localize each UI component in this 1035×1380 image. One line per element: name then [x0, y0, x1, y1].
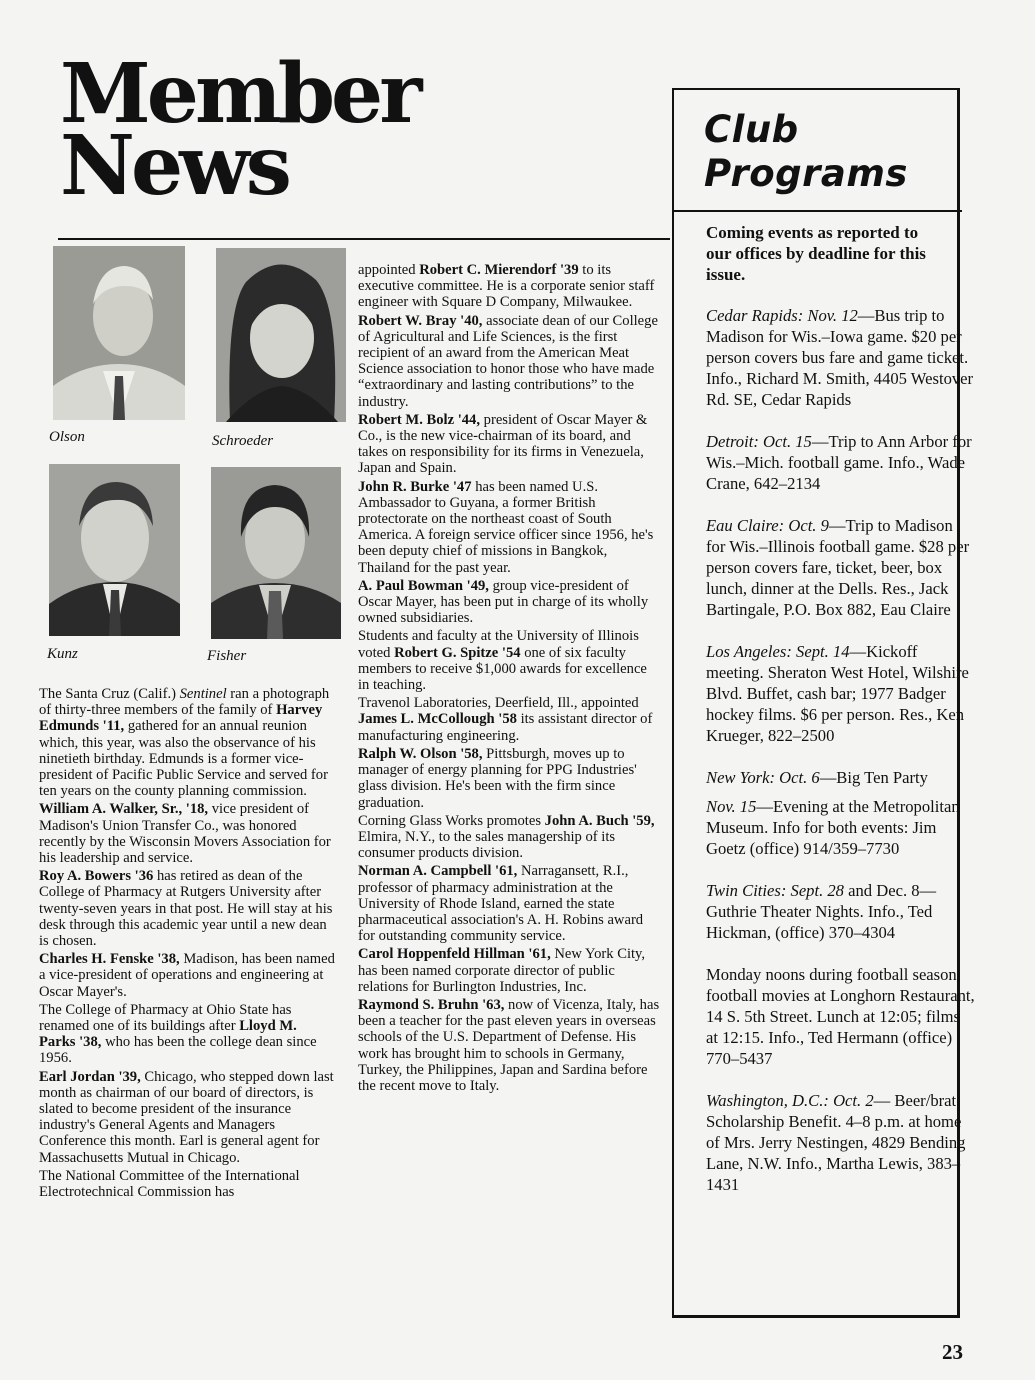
club-programs-box	[672, 88, 975, 1318]
page-title	[60, 46, 419, 214]
club-programs-divider	[674, 210, 962, 212]
photo-caption-fisher: Fisher	[207, 648, 247, 664]
title-line-2: News	[60, 118, 288, 214]
news-item-bowman: A. Paul Bowman '49, group vice-president of Oscar Mayer, has been put in charge of its wholly owned subsidiaries.	[358, 577, 649, 627]
program-washington: Washington, D.C.: Oct. 2— Beer/brat Scholarship Benefit. 4–8 p.m. at home of Mrs. Jerry Nestingen, 4829 Bending Lane, N.W. Info., Martha Lewis, 383–1431	[706, 1091, 966, 1194]
program-twin-cities: Twin Cities: Sept. 28 and Dec. 8— Guthrie Theater Nights. Info., Ted Hickman, (office) 370–4304	[706, 881, 937, 942]
news-item-jordan: Earl Jordan '39, Chicago, who stepped down last month as chairman of our board of directors, is slated to become president of the insurance industry's General Agents and Managers Conference this month. Earl is general agent for Massachusetts Mutual in Chicago.	[39, 1068, 334, 1166]
photo-olson	[53, 246, 185, 420]
news-item-mccollough: Travenol Laboratories, Deerfield, Ill., appointed James L. McCollough '58 its assistant director of manufacturing engineering.	[358, 695, 653, 744]
left-column	[39, 686, 335, 1202]
page-number: 23	[942, 1340, 963, 1364]
program-cedar-rapids: Cedar Rapids: Nov. 12—Bus trip to Madison for Wis.–Iowa game. $20 per person covers bus fare and game ticket. Info., Richard M. Smith, 4405 Westover Rd. SE, Cedar Rapids	[706, 306, 974, 409]
news-item-burke: John R. Burke '47 has been named U.S. Ambassador to Guyana, a former British protectorate on the northeast coast of South America. A foreign service officer since 1956, he's been deputy chief of missions in Bangkok, Thailand for the past year.	[358, 478, 654, 576]
middle-column	[358, 262, 660, 1096]
program-detroit: Detroit: Oct. 15—Trip to Ann Arbor for Wis.–Mich. football game. Info., Wade Crane, 642–2134	[706, 432, 972, 493]
news-item-buch: Corning Glass Works promotes John A. Buch '59, Elmira, N.Y., to the sales managership of its consumer products division.	[358, 812, 655, 862]
news-item-bray: Robert W. Bray '40, associate dean of our College of Agricultural and Life Sciences, is the first recipient of an award from the American Meat Science association to honor those who have made “extraordinary and lasting contributions” to the industry.	[358, 312, 658, 410]
news-item-walker: William A. Walker, Sr., '18, vice president of Madison's Union Transfer Co., was honored recently by the Wisconsin Movers Association for his leadership and service.	[39, 801, 331, 867]
program-new-york-museum: Nov. 15—Evening at the Metropolitan Museum. Info for both events: Jim Goetz (office) 914/359–7730	[706, 797, 960, 858]
title-divider	[58, 238, 670, 240]
photo-fisher	[211, 467, 341, 639]
photo-caption-kunz: Kunz	[47, 646, 78, 662]
news-item-bruhn: Raymond S. Bruhn '63, now of Vicenza, Italy, has been a teacher for the past eleven years in overseas schools of the U.S. Department of Defense. His work has brought him to schools in Germany, Turkey, the Philippines, Japan and Sardina before the recent move to Italy.	[358, 996, 660, 1094]
program-eau-claire: Eau Claire: Oct. 9—Trip to Madison for Wis.–Illinois football game. $28 per person covers fare, ticket, beer, box lunch, dinner at the Dells. Res., Jack Bartingale, P.O. Box 882, Eau Claire	[706, 516, 970, 619]
title-line-1: Member	[60, 46, 419, 142]
news-item-mierendorf: appointed Robert C. Mierendorf '39 to its executive committee. He is a corporate senior staff engineer with Square D Company, Milwaukee.	[358, 262, 655, 311]
news-item-campbell: Norman A. Campbell '61, Narragansett, R.I., professor of pharmacy administration at the University of Rhode Island, earned the state pharmaceutical association's A. H. Robins award for outstanding community service.	[358, 863, 644, 945]
news-item-edmunds: The Santa Cruz (Calif.) Sentinel ran a photograph of thirty-three members of the family of Harvey Edmunds '11, gathered for an annual reunion which, this year, was also the observance of his ninetieth birthday. Edmunds is a former vice-president of Pacific Public Service and served for ten years on the county planning commission.	[39, 686, 330, 800]
program-twin-cities-football: Monday noons during football season, football movies at Longhorn Restaurant, 14 S. 5th Street. Lunch at 12:05; films at 12:15. Info., Ted Hermann (office) 770–5437	[706, 965, 975, 1068]
program-new-york: New York: Oct. 6—Big Ten Party	[706, 768, 928, 787]
news-item-bowers: Roy A. Bowers '36 has retired as dean of the College of Pharmacy at Rutgers University after twenty-seven years in that post. He will stay at his desk through this academic year until a new dean is chosen.	[39, 868, 333, 950]
club-programs-intro: Coming events as reported to our offices by deadline for this issue.	[706, 223, 926, 284]
club-programs-title: Club Programs	[704, 108, 908, 195]
photo-schroeder	[216, 248, 346, 422]
news-item-fenske: Charles H. Fenske '38, Madison, has been named a vice-president of operations and engineering at Oscar Mayer's.	[39, 951, 335, 1000]
photo-kunz	[49, 464, 180, 636]
news-item-spitze: Students and faculty at the University of Illinois voted Robert G. Spitze '54 one of six faculty members to receive $1,000 awards for excellence in teaching.	[358, 628, 647, 694]
news-item-bolz: Robert M. Bolz '44, president of Oscar Mayer & Co., is the new vice-chairman of its board, and takes on responsibility for its firms in Venezuela, Japan and Spain.	[358, 411, 648, 477]
news-item-hillman: Carol Hoppenfeld Hillman '61, New York City, has been named corporate director of public relations for Burlington Industries, Inc.	[358, 946, 646, 995]
news-item-parks: The College of Pharmacy at Ohio State has renamed one of its buildings after Lloyd M. Parks '38, who has been the college dean since 1956.	[39, 1001, 317, 1067]
news-item-olson: Ralph W. Olson '58, Pittsburgh, moves up to manager of energy planning for PPG Industries' glass division. He's been with the firm since graduation.	[358, 745, 637, 811]
program-los-angeles: Los Angeles: Sept. 14—Kickoff meeting. Sheraton West Hotel, Wilshire Blvd. Buffet, cash bar; 1977 Badger hockey films. $6 per person. Res., Ken Krueger, 822–2500	[706, 642, 969, 745]
news-item-iec: The National Committee of the International Electrotechnical Commission has	[39, 1167, 300, 1201]
photo-caption-schroeder: Schroeder	[212, 433, 274, 449]
photo-caption-olson: Olson	[49, 429, 85, 445]
